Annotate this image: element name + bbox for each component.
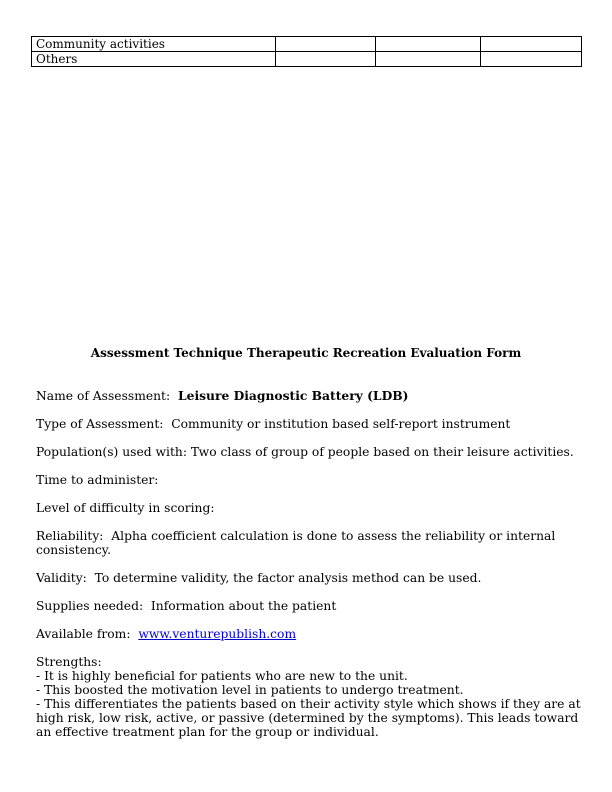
strengths	[36, 655, 581, 739]
type-of-assessment	[36, 417, 581, 431]
name-label: Name of Assessment:	[36, 389, 171, 403]
activities-table	[31, 36, 582, 67]
list-item: - This boosted the motivation level in patients to undergo treatment.	[36, 683, 464, 697]
table-row	[32, 37, 582, 52]
table-cell	[376, 37, 481, 52]
table-cell	[481, 52, 582, 67]
reliability	[36, 529, 581, 557]
table-cell	[481, 37, 582, 52]
supplies-value: Information about the patient	[150, 599, 337, 613]
strengths-label: Strengths:	[36, 655, 102, 669]
form-title: Assessment Technique Therapeutic Recreation Evaluation Form	[90, 346, 522, 360]
validity-value: To determine validity, the factor analysis method can be used.	[94, 571, 482, 585]
population-value: Two class of group of people based on their leisure activities.	[190, 445, 574, 459]
supplies-needed	[36, 599, 581, 613]
name-of-assessment	[36, 389, 581, 403]
validity	[36, 571, 581, 585]
validity-label: Validity:	[36, 571, 87, 585]
table-cell	[276, 52, 376, 67]
available-label: Available from:	[36, 627, 131, 641]
table-cell	[276, 37, 376, 52]
supplies-label: Supplies needed:	[36, 599, 144, 613]
available-from	[36, 627, 581, 641]
list-item: - This differentiates the patients based on their activity style which shows if they are at high risk, low risk, active, or passive (determined by the symptoms). This leads toward an effective treatment plan for the group or individual.	[36, 697, 581, 739]
table-row	[32, 52, 582, 67]
type-value: Community or institution based self-report instrument	[171, 417, 511, 431]
table-cell	[376, 52, 481, 67]
reliability-value: Alpha coefficient calculation is done to assess the reliability or internal consistency.	[36, 529, 556, 557]
name-value: Leisure Diagnostic Battery (LDB)	[177, 388, 409, 403]
table-cell: Community activities	[32, 37, 276, 52]
population-label: Population(s) used with:	[36, 445, 187, 459]
difficulty-scoring: Level of difficulty in scoring:	[36, 501, 215, 515]
population	[36, 445, 581, 459]
reliability-label: Reliability:	[36, 529, 104, 543]
type-label: Type of Assessment:	[36, 417, 164, 431]
time-to-administer: Time to administer:	[36, 473, 159, 487]
venture-publish-link[interactable]: www.venturepublish.com	[138, 627, 297, 641]
table-cell: Others	[32, 52, 276, 67]
list-item: - It is highly beneficial for patients who are new to the unit.	[36, 669, 408, 683]
